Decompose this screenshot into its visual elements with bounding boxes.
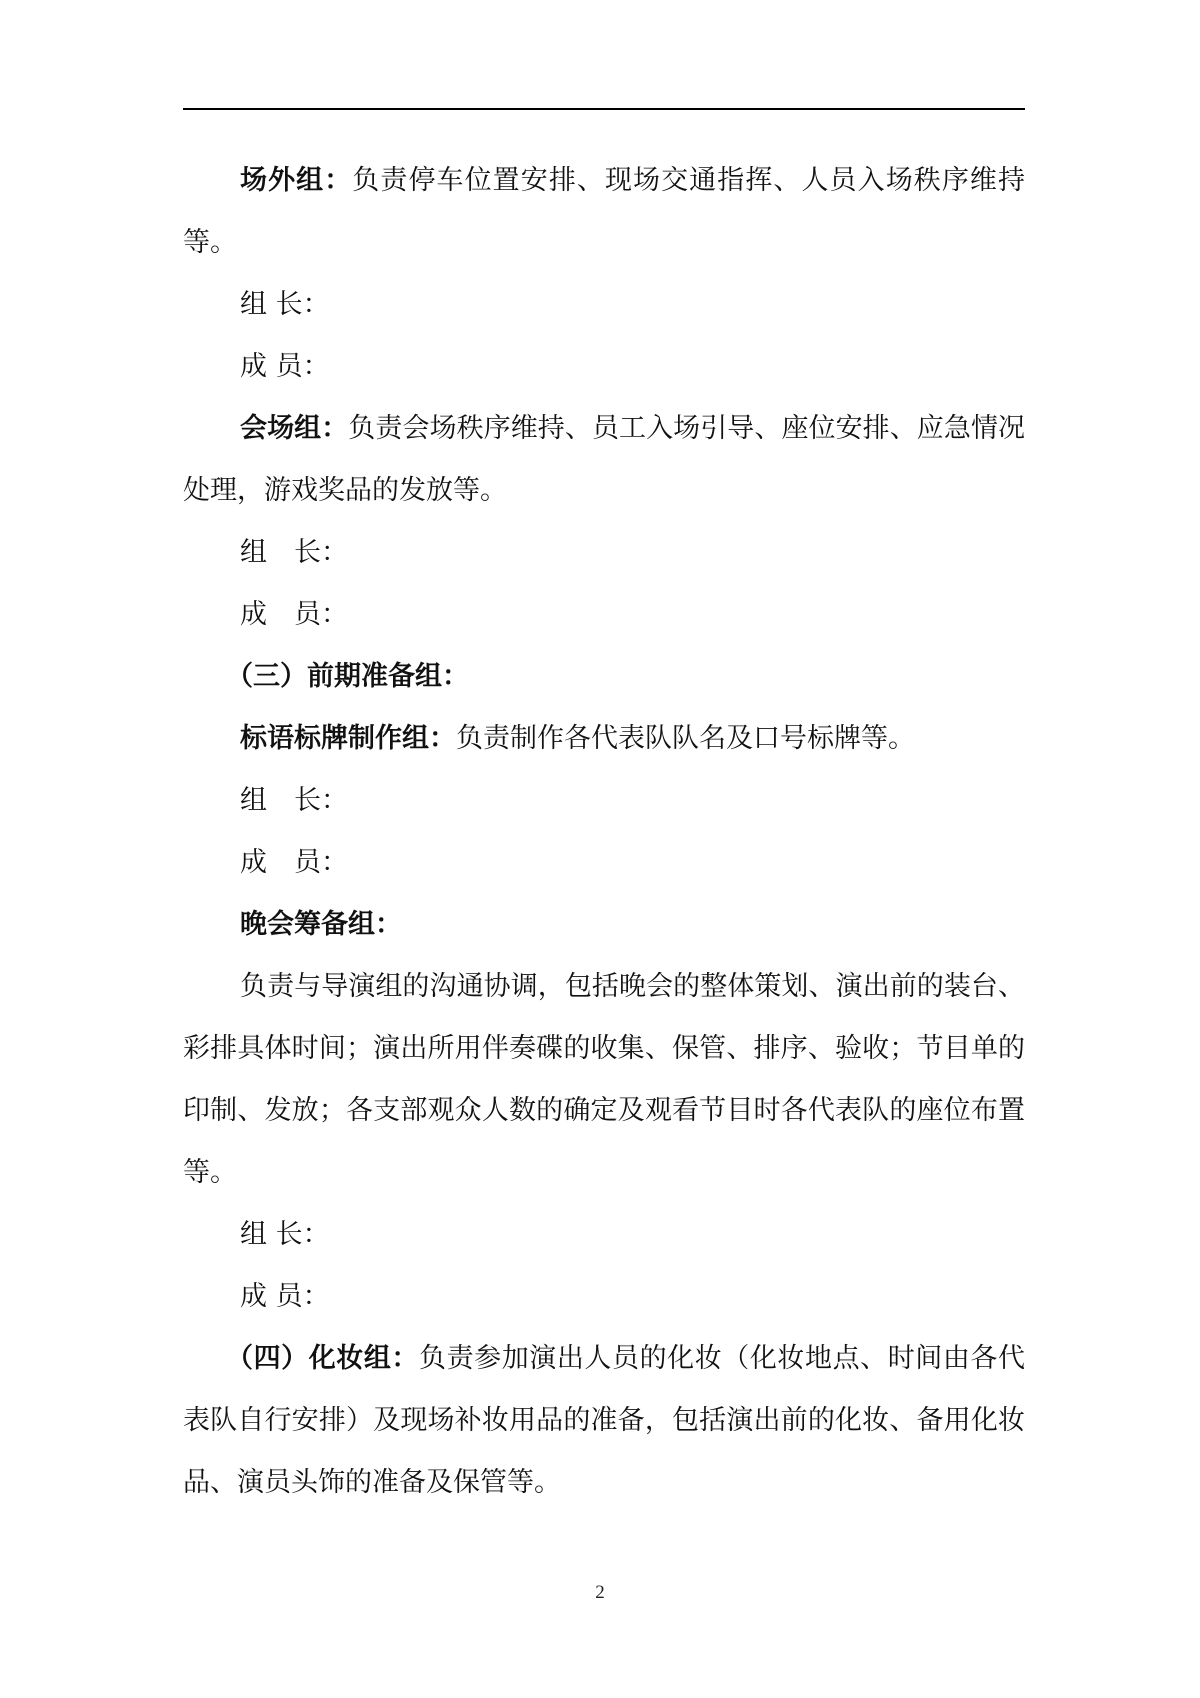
paragraph-leader: [183, 1204, 1025, 1266]
paragraph-text: 组 长：: [240, 289, 330, 320]
paragraph-gala-group: [183, 894, 1025, 956]
paragraph-text: 负责会场秩序维持、员工入场引导、座位安排、应急情况处理，游戏奖品的发放等。: [183, 413, 1026, 506]
paragraph-members: [183, 1266, 1025, 1328]
paragraph-members: [183, 336, 1025, 398]
paragraph-text: 组 长：: [240, 537, 348, 568]
paragraph-text: 组 长：: [240, 785, 348, 816]
paragraph-text: 成 员：: [240, 599, 348, 630]
document-body: [183, 150, 1025, 1514]
paragraph-text: 负责参加演出人员的化妆（化妆地点、时间由各代表队自行安排）及现场补妆用品的准备，包括演出前的化妆、备用化妆品、演员头饰的准备及保管等。: [183, 1343, 1025, 1498]
paragraph-text: 成 员：: [240, 1281, 330, 1312]
paragraph-signage-group: [183, 708, 1025, 770]
paragraph-members: [183, 832, 1025, 894]
paragraph-leader: [183, 770, 1025, 832]
paragraph-makeup-group: [183, 1328, 1025, 1514]
paragraph-members: [183, 584, 1025, 646]
paragraph-heading: （四）化妆组：: [226, 1343, 419, 1374]
paragraph-text: 组 长：: [240, 1219, 330, 1250]
paragraph-leader: [183, 274, 1025, 336]
paragraph-heading: 会场组：: [240, 413, 349, 444]
paragraph-text: 成 员：: [240, 847, 348, 878]
paragraph-heading: （三）前期准备组：: [226, 661, 469, 692]
header-rule: [183, 108, 1025, 110]
paragraph-text: 负责与导演组的沟通协调，包括晚会的整体策划、演出前的装台、彩排具体时间；演出所用伴奏碟的收集、保管、排序、验收；节目单的印制、发放；各支部观众人数的确定及观看节目时各代表队的座位布置等。: [183, 971, 1025, 1188]
paragraph-gala-duties: [183, 956, 1025, 1204]
paragraph-venue-group: [183, 398, 1025, 522]
paragraph-text: 负责制作各代表队队名及口号标牌等。: [456, 723, 915, 754]
paragraph-text: 负责停车位置安排、现场交通指挥、人员入场秩序维持等。: [183, 165, 1025, 258]
paragraph-leader: [183, 522, 1025, 584]
paragraph-heading: 场外组：: [240, 165, 353, 196]
section-heading-preparation: [183, 646, 1025, 708]
paragraph-offsite-group: [183, 150, 1025, 274]
paragraph-heading: 标语标牌制作组：: [240, 723, 456, 754]
page-number: 2: [595, 1582, 605, 1603]
paragraph-heading: 晚会筹备组：: [240, 909, 402, 940]
paragraph-text: 成 员：: [240, 351, 330, 382]
